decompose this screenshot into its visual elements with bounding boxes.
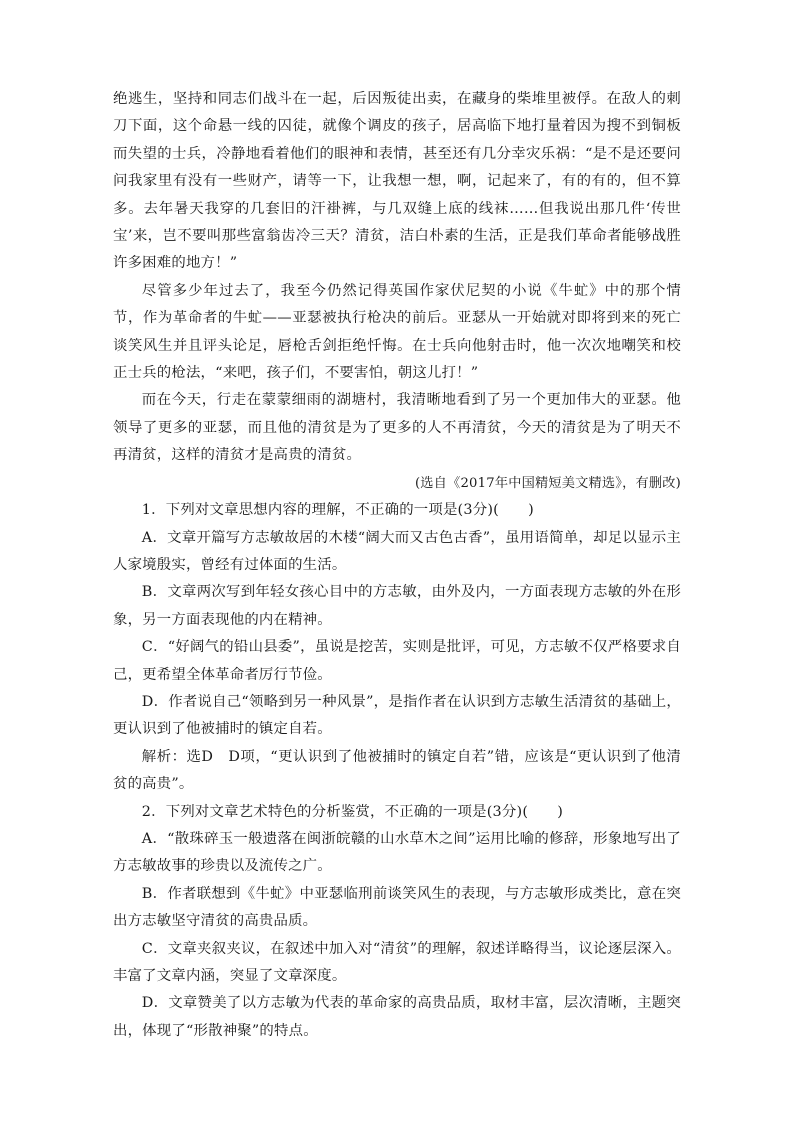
passage-paragraph-2: 尽管多少年过去了，我至今仍然记得英国作家伏尼契的小说《牛虻》中的那个情节，作为革命者的牛虻——亚瑟被执行枪决的前后。亚瑟从一开始就对即将到来的死亡谈笑风生并且评头论足，唇枪舌剑拒绝忏悔。在士兵向他射击时，他一次次地嘲笑和校正士兵的枪法，“来吧，孩子们，不要害怕，朝这儿打！” — [113, 282, 681, 382]
question-1-option-b: B．文章两次写到年轻女孩心目中的方志敏，由外及内，一方面表现方志敏的外在形象，另一方面表现他的内在精神。 — [113, 584, 681, 628]
passage-paragraph-3: 而在今天，行走在蒙蒙细雨的湖塘村，我清晰地看到了另一个更加伟大的亚瑟。他领导了更多的亚瑟，而且他的清贫是为了更多的人不再清贫，今天的清贫是为了明天不再清贫，这样的清贫才是高贵的清贫。 — [113, 392, 681, 464]
question-1-analysis: 解析：选D D项，“更认识到了他被捕时的镇定自若”错，应该是“更认识到了他清贫的高贵”。 — [113, 748, 681, 793]
passage-source: (选自《2017年中国精短美文精选》，有删改) — [414, 475, 681, 491]
question-1-option-c: C．“好阔气的铅山县委”，虽说是挖苦，实则是批评，可见，方志敏不仅严格要求自己，更希望全体革命者厉行节俭。 — [113, 639, 681, 683]
question-2-option-a: A．“散珠碎玉一般遗落在闽浙皖赣的山水草木之间”运用比喻的修辞，形象地写出了方志敏故事的珍贵以及流传之广。 — [113, 830, 681, 875]
question-2-option-b: B．作者联想到《牛虻》中亚瑟临刑前谈笑风生的表现，与方志敏形成类比，意在突出方志敏坚守清贫的高贵品质。 — [113, 885, 681, 930]
question-1-option-d: D．作者说自己“领略到另一种风景”，是指作者在认识到方志敏生活清贫的基础上，更认识到了他被捕时的镇定自若。 — [113, 693, 681, 738]
question-2-stem: 2．下列对文章艺术特色的分析鉴赏，不正确的一项是(3分)( ) — [141, 803, 564, 820]
question-1-option-a: A．文章开篇写方志敏故居的木楼“阔大而又古色古香”，虽用语简单，却足以显示主人家境殷实，曾经有过体面的生活。 — [113, 529, 681, 573]
document-page — [113, 86, 681, 1045]
passage-paragraph-1: 绝逃生，坚持和同志们战斗在一起，后因叛徒出卖，在藏身的柴堆里被俘。在敌人的刺刀下面，这个命悬一线的囚徒，就像个调皮的孩子，居高临下地打量着因为搜不到铜板而失望的士兵，冷静地看着他们的眼神和表情，甚至还有几分幸灾乐祸：“是不是还要问问我家里有没有一些财产，请等一下，让我想一想，啊，记起来了，有的有的，但不算多。去年暑天我穿的几套旧的汗褂裤，与几双缝上底的线袜……但我说出那几件‘传世宝’来，岂不要叫那些富翁齿冷三天？清贫，洁白朴素的生活，正是我们革命者能够战胜许多困难的地方！” — [113, 91, 681, 272]
question-2-option-d: D．文章赞美了以方志敏为代表的革命家的高贵品质，取材丰富，层次清晰，主题突出，体现了“形散神聚”的特点。 — [113, 995, 681, 1039]
question-2-option-c: C．文章夹叙夹议，在叙述中加入对“清贫”的理解，叙述详略得当，议论逐层深入。丰富了文章内涵，突显了文章深度。 — [113, 940, 681, 984]
question-1-stem: 1．下列对文章思想内容的理解，不正确的一项是(3分)( ) — [141, 502, 534, 519]
